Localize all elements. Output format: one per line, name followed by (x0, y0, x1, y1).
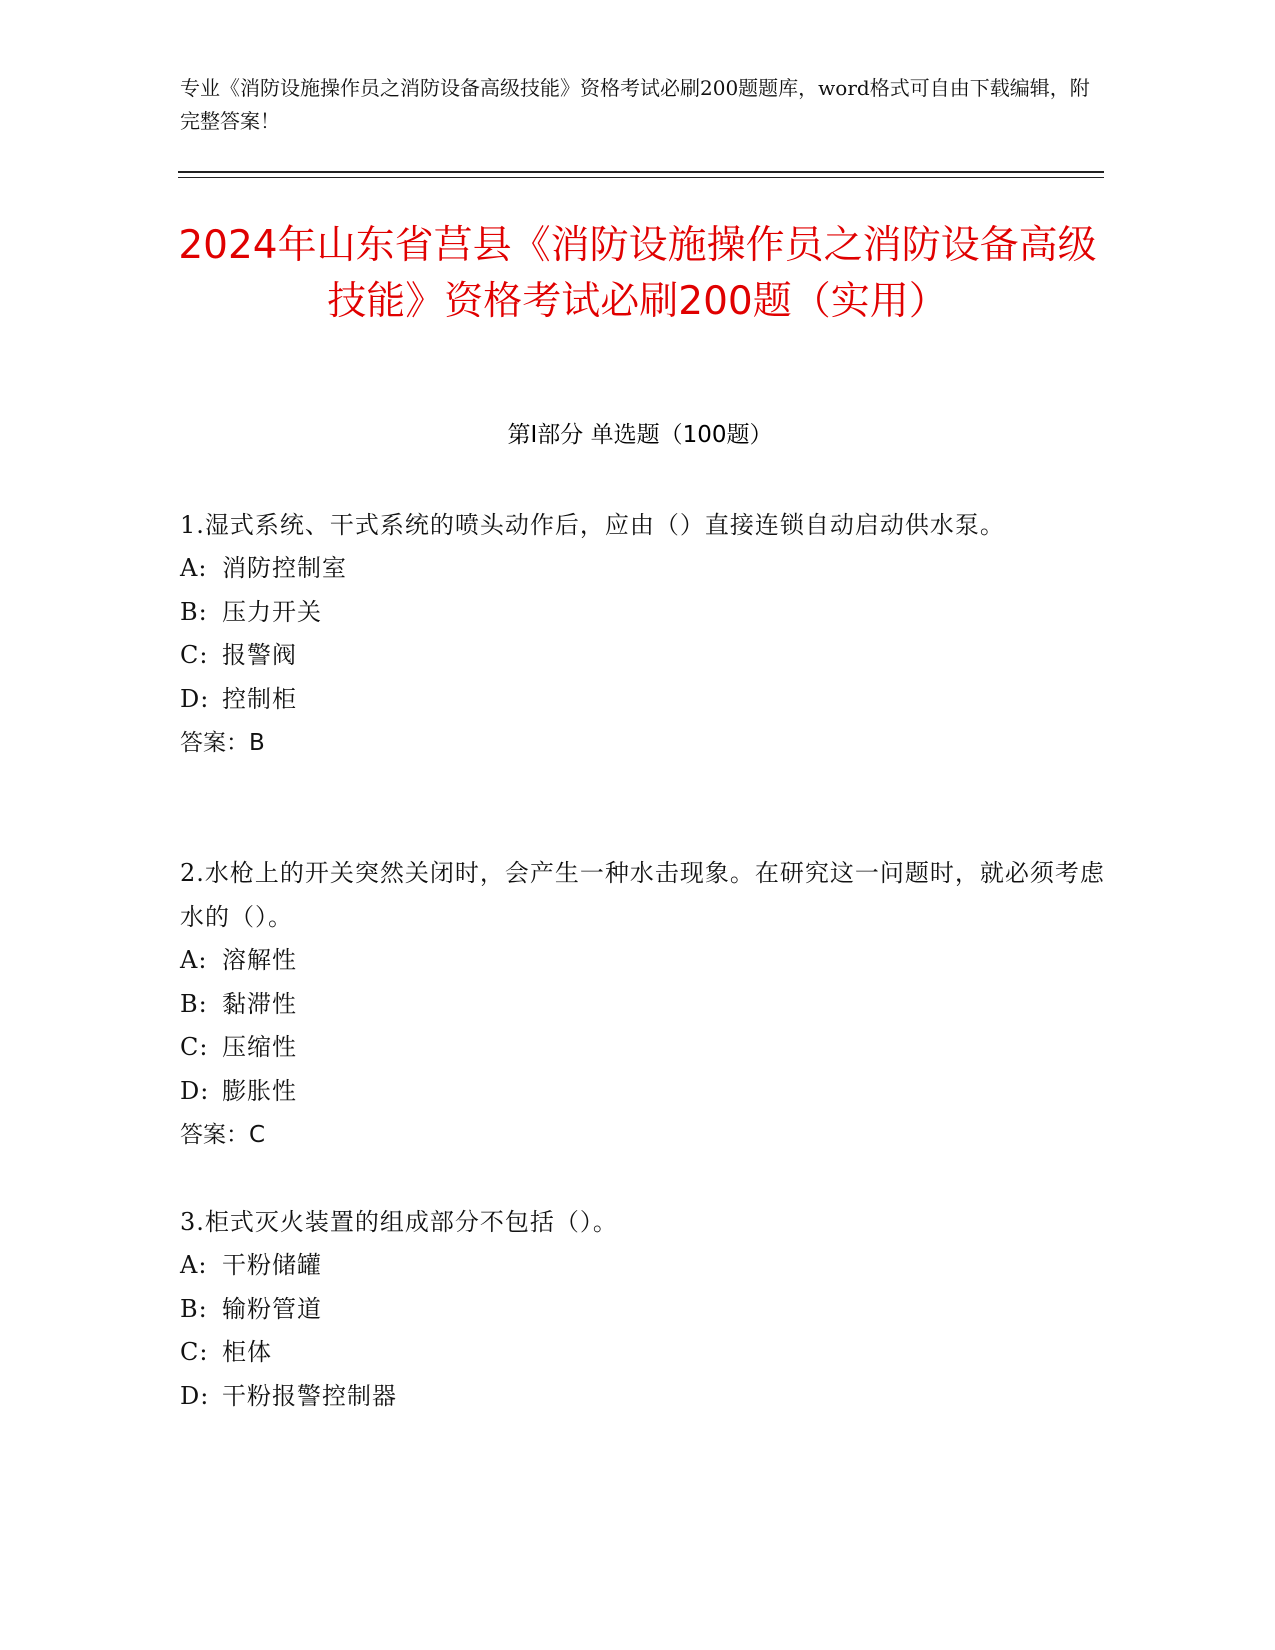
option-key: B: (180, 989, 208, 1018)
option-text: 干粉储罐 (222, 1251, 322, 1279)
option-text: 压力开关 (222, 597, 322, 626)
question-1 (180, 503, 1110, 765)
option-c (180, 1331, 1110, 1375)
question-stem: 3.柜式灭火装置的组成部分不包括（）。 (180, 1208, 618, 1236)
option-b (180, 591, 1110, 635)
option-a (180, 939, 1110, 983)
header-rule-thick (178, 171, 1104, 173)
option-a (180, 547, 1110, 591)
option-b (180, 983, 1110, 1027)
answer-line: 答案：C (180, 1122, 266, 1148)
question-stem: 1.湿式系统、干式系统的喷头动作后，应由（）直接连锁自动启动供水泵。 (180, 511, 1005, 539)
option-text: 溶解性 (222, 946, 297, 974)
option-text: 控制柜 (222, 684, 297, 713)
option-text: 压缩性 (222, 1033, 297, 1061)
option-text: 柜体 (222, 1338, 272, 1366)
option-a (180, 1244, 1110, 1288)
option-text: 消防控制室 (222, 554, 347, 582)
question-2 (180, 851, 1110, 1157)
option-d (180, 1375, 1110, 1419)
option-d (180, 678, 1110, 722)
option-key: D: (180, 1381, 210, 1410)
option-b (180, 1288, 1110, 1332)
option-text: 干粉报警控制器 (222, 1381, 397, 1410)
option-key: A: (180, 946, 208, 974)
option-key: A: (180, 554, 208, 582)
option-d (180, 1070, 1110, 1114)
option-c (180, 1026, 1110, 1070)
option-text: 输粉管道 (222, 1294, 322, 1323)
option-key: D: (180, 1076, 210, 1105)
option-c (180, 634, 1110, 678)
option-key: C: (180, 1338, 209, 1366)
option-key: B: (180, 597, 208, 626)
option-key: D: (180, 684, 210, 713)
option-key: A: (180, 1251, 208, 1279)
question-3 (180, 1200, 1110, 1418)
answer-line: 答案：B (180, 730, 265, 756)
option-key: C: (180, 641, 209, 669)
question-stem: 2.水枪上的开关突然关闭时，会产生一种水击现象。在研究这一问题时，就必须考虑水的（）。 (180, 859, 1105, 931)
option-text: 报警阀 (222, 641, 297, 669)
header-rule-thin (178, 177, 1104, 178)
section-title: 第Ⅰ部分 单选题（100题） (507, 422, 773, 448)
header-note: 专业《消防设施操作员之消防设备高级技能》资格考试必刷200题题库，word格式可自由下载编辑，附完整答案！ (180, 76, 1090, 133)
document-title: 2024年山东省莒县《消防设施操作员之消防设备高级技能》资格考试必刷200题（实用） (178, 223, 1097, 324)
option-key: B: (180, 1294, 208, 1323)
option-key: C: (180, 1033, 209, 1061)
option-text: 黏滞性 (222, 989, 297, 1018)
option-text: 膨胀性 (222, 1076, 297, 1105)
